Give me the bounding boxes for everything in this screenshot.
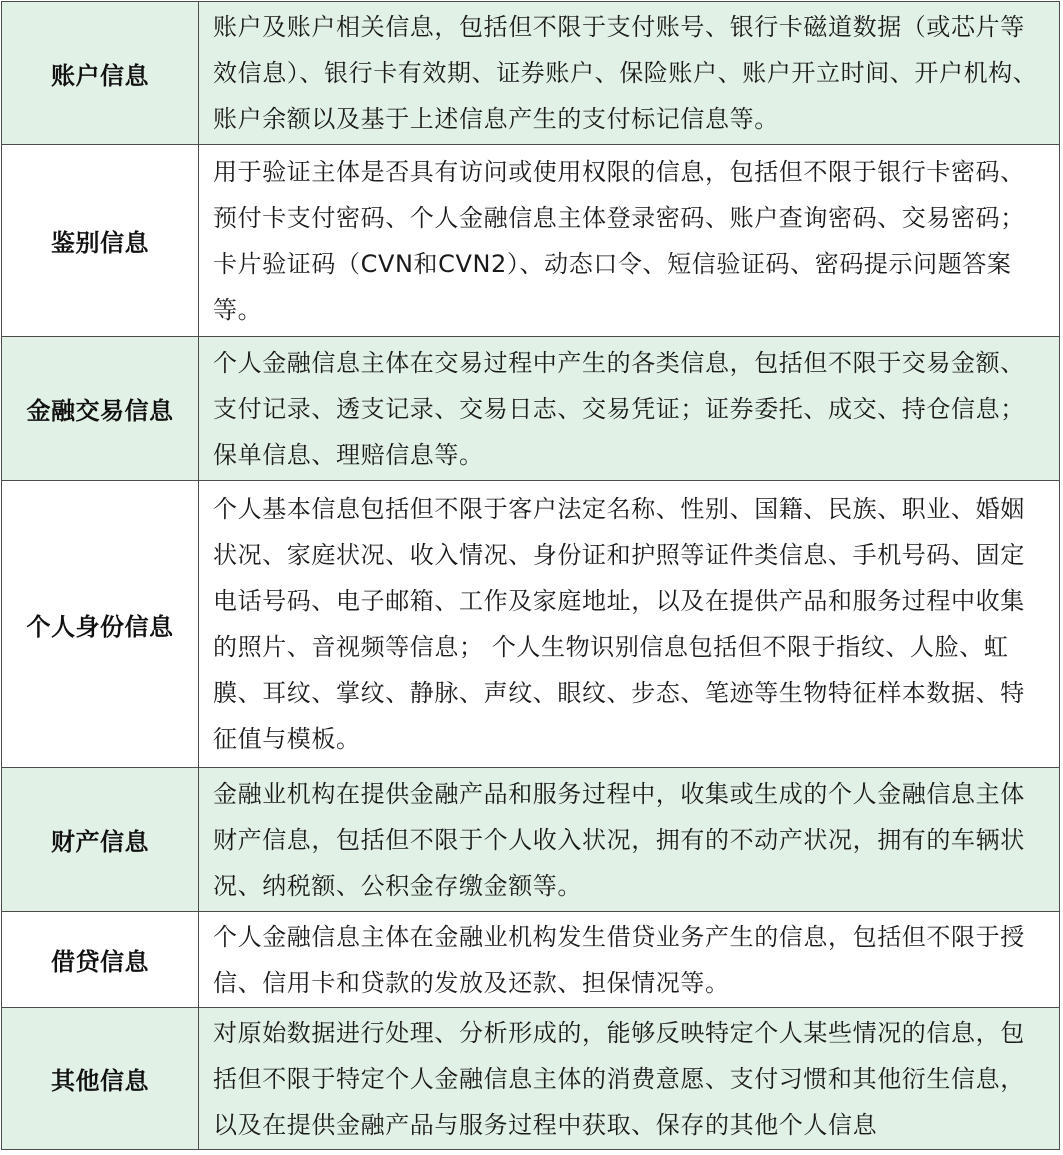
personal-financial-info-table: [1, 1, 1060, 1150]
table-row: [2, 481, 1060, 768]
category-cell: 财产信息: [2, 768, 199, 912]
table-row: [2, 337, 1060, 481]
category-cell: 借贷信息: [2, 912, 199, 1008]
category-cell: 鉴别信息: [2, 145, 199, 337]
category-cell: 账户信息: [2, 2, 199, 145]
category-cell: 个人身份信息: [2, 481, 199, 768]
description-cell: 金融业机构在提供金融产品和服务过程中，收集或生成的个人金融信息主体财产信息，包括但不限于个人收入状况，拥有的不动产状况，拥有的车辆状况、纳税额、公积金存缴金额等。: [199, 768, 1060, 912]
table-row: [2, 1008, 1060, 1150]
category-cell: 金融交易信息: [2, 337, 199, 481]
description-cell: 用于验证主体是否具有访问或使用权限的信息，包括但不限于银行卡密码、预付卡支付密码、个人金融信息主体登录密码、账户查询密码、交易密码；卡片验证码（CVN和CVN2）、动态口令、短信验证码、密码提示问题答案等。: [199, 145, 1060, 337]
description-cell: 账户及账户相关信息，包括但不限于支付账号、银行卡磁道数据（或芯片等效信息）、银行卡有效期、证券账户、保险账户、账户开立时间、开户机构、账户余额以及基于上述信息产生的支付标记信息等。: [199, 2, 1060, 145]
table-row: [2, 768, 1060, 912]
table-row: [2, 2, 1060, 145]
category-cell: 其他信息: [2, 1008, 199, 1150]
table-row: [2, 145, 1060, 337]
description-cell: 个人金融信息主体在交易过程中产生的各类信息，包括但不限于交易金额、支付记录、透支记录、交易日志、交易凭证；证券委托、成交、持仓信息；保单信息、理赔信息等。: [199, 337, 1060, 481]
description-cell: 个人基本信息包括但不限于客户法定名称、性别、国籍、民族、职业、婚姻状况、家庭状况、收入情况、身份证和护照等证件类信息、手机号码、固定电话号码、电子邮箱、工作及家庭地址，以及在提供产品和服务过程中收集的照片、音视频等信息； 个人生物识别信息包括但不限于指纹、人脸、虹膜、耳纹、掌纹、静脉、声纹、眼纹、步态、笔迹等生物特征样本数据、特征值与模板。: [199, 481, 1060, 768]
table-row: [2, 912, 1060, 1008]
description-cell: 对原始数据进行处理、分析形成的，能够反映特定个人某些情况的信息，包括但不限于特定个人金融信息主体的消费意愿、支付习惯和其他衍生信息，以及在提供金融产品与服务过程中获取、保存的其他个人信息: [199, 1008, 1060, 1150]
description-cell: 个人金融信息主体在金融业机构发生借贷业务产生的信息，包括但不限于授信、信用卡和贷款的发放及还款、担保情况等。: [199, 912, 1060, 1008]
